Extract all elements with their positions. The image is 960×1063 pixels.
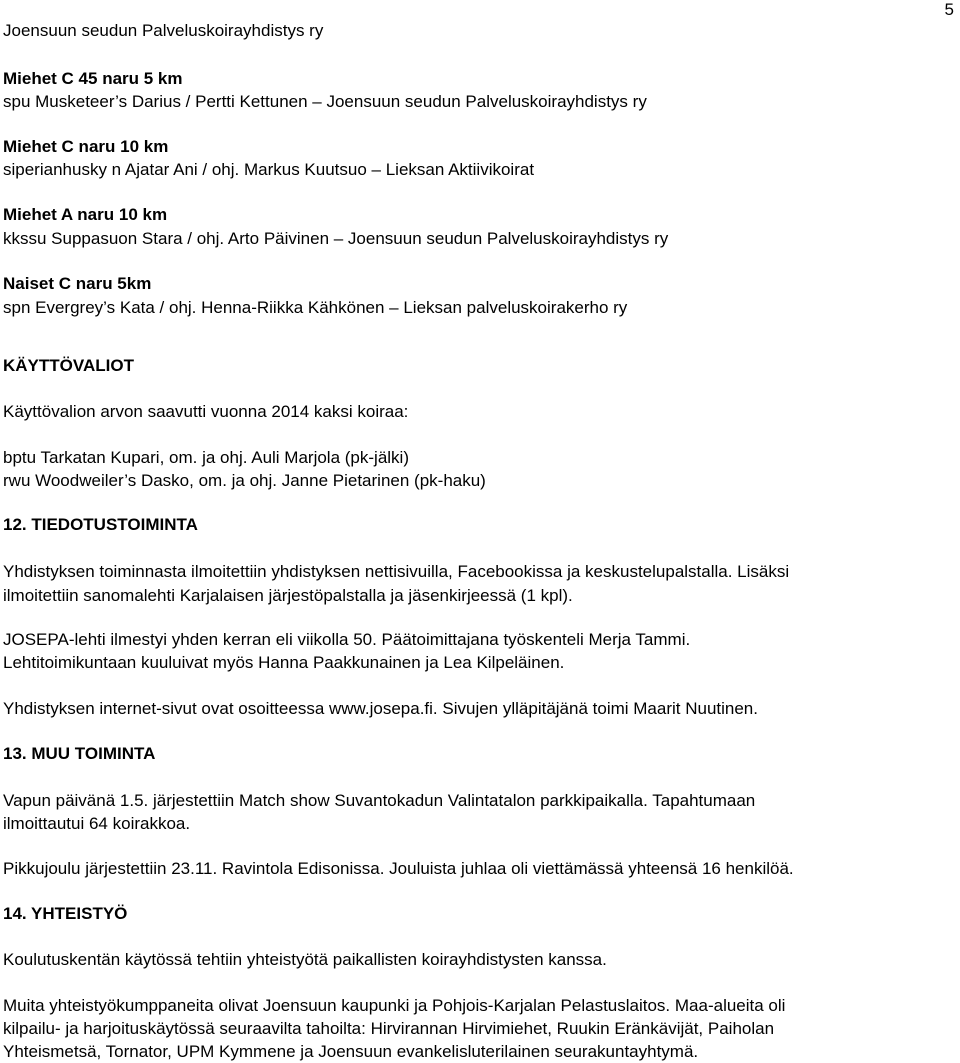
section-12-para1-line2: ilmoitettiin sanomalehti Karjalaisen järjestöpalstalla ja jäsenkirjeessä (1 kpl). — [3, 586, 573, 605]
section-14-para2-line3: Yhteismetsä, Tornator, UPM Kymmene ja Joensuun evankelisluterilainen seurakuntayhtymä. — [3, 1042, 699, 1061]
section-12-para3: Yhdistyksen internet-sivut ovat osoitteessa www.josepa.fi. Sivujen ylläpitäjänä toimi Maarit Nuutinen. — [3, 699, 758, 718]
result-class-3: Miehet A naru 10 km — [3, 205, 168, 224]
result-class-2: Miehet C naru 10 km — [3, 137, 169, 156]
result-entry-3: kkssu Suppasuon Stara / ohj. Arto Päivinen – Joensuun seudun Palveluskoirayhdistys ry — [3, 229, 669, 248]
section-14-para2-line2: kilpailu- ja harjoituskäytössä seuraavilta tahoilta: Hirvirannan Hirvimiehet, Ruukin Eränkävijät, Paiholan — [3, 1019, 775, 1038]
result-entry-2: siperianhusky n Ajatar Ani / ohj. Markus Kuutsuo – Lieksan Aktiivikoirat — [3, 160, 535, 179]
section-13-heading: 13. MUU TOIMINTA — [3, 744, 156, 763]
result-class-1: Miehet C 45 naru 5 km — [3, 69, 183, 88]
kayttovaliot-heading: KÄYTTÖVALIOT — [3, 356, 134, 375]
result-entry-1: spu Musketeer’s Darius / Pertti Kettunen – Joensuun seudun Palveluskoirayhdistys ry — [3, 92, 647, 111]
section-12-para1-line1: Yhdistyksen toiminnasta ilmoitettiin yhdistyksen nettisivuilla, Facebookissa ja keskustelupalstalla. Lisäksi — [3, 562, 790, 581]
section-13-para1-line1: Vapun päivänä 1.5. järjestettiin Match show Suvantokadun Valintatalon parkkipaikalla. Tapahtumaan — [3, 791, 756, 810]
kayttovalio-dog-1: bptu Tarkatan Kupari, om. ja ohj. Auli Marjola (pk-jälki) — [3, 448, 409, 467]
section-13-para2: Pikkujoulu järjestettiin 23.11. Ravintola Edisonissa. Jouluista juhlaa oli viettämässä yhteensä 16 henkilöä. — [3, 859, 794, 878]
section-12-para2-line1: JOSEPA-lehti ilmestyi yhden kerran eli viikolla 50. Päätoimittajana työskenteli Merja Tammi. — [3, 630, 691, 649]
section-12-heading: 12. TIEDOTUSTOIMINTA — [3, 515, 198, 534]
organization-header: Joensuun seudun Palveluskoirayhdistys ry — [3, 21, 324, 40]
page-number: 5 — [944, 0, 954, 19]
section-12-para2-line2: Lehtitoimikuntaan kuuluivat myös Hanna Paakkunainen ja Lea Kilpeläinen. — [3, 653, 565, 672]
kayttovaliot-intro: Käyttövalion arvon saavutti vuonna 2014 kaksi koiraa: — [3, 402, 409, 421]
kayttovalio-dog-2: rwu Woodweiler’s Dasko, om. ja ohj. Janne Pietarinen (pk-haku) — [3, 471, 486, 490]
section-14-para2-line1: Muita yhteistyökumppaneita olivat Joensuun kaupunki ja Pohjois-Karjalan Pelastuslaitos. Maa-alueita oli — [3, 996, 786, 1015]
result-entry-4: spn Evergrey’s Kata / ohj. Henna-Riikka Kähkönen – Lieksan palveluskoirakerho ry — [3, 298, 628, 317]
section-14-heading: 14. YHTEISTYÖ — [3, 904, 128, 923]
section-14-para1: Koulutuskentän käytössä tehtiin yhteistyötä paikallisten koirayhdistysten kanssa. — [3, 950, 607, 969]
section-13-para1-line2: ilmoittautui 64 koirakkoa. — [3, 814, 191, 833]
result-class-4: Naiset C naru 5km — [3, 274, 152, 293]
